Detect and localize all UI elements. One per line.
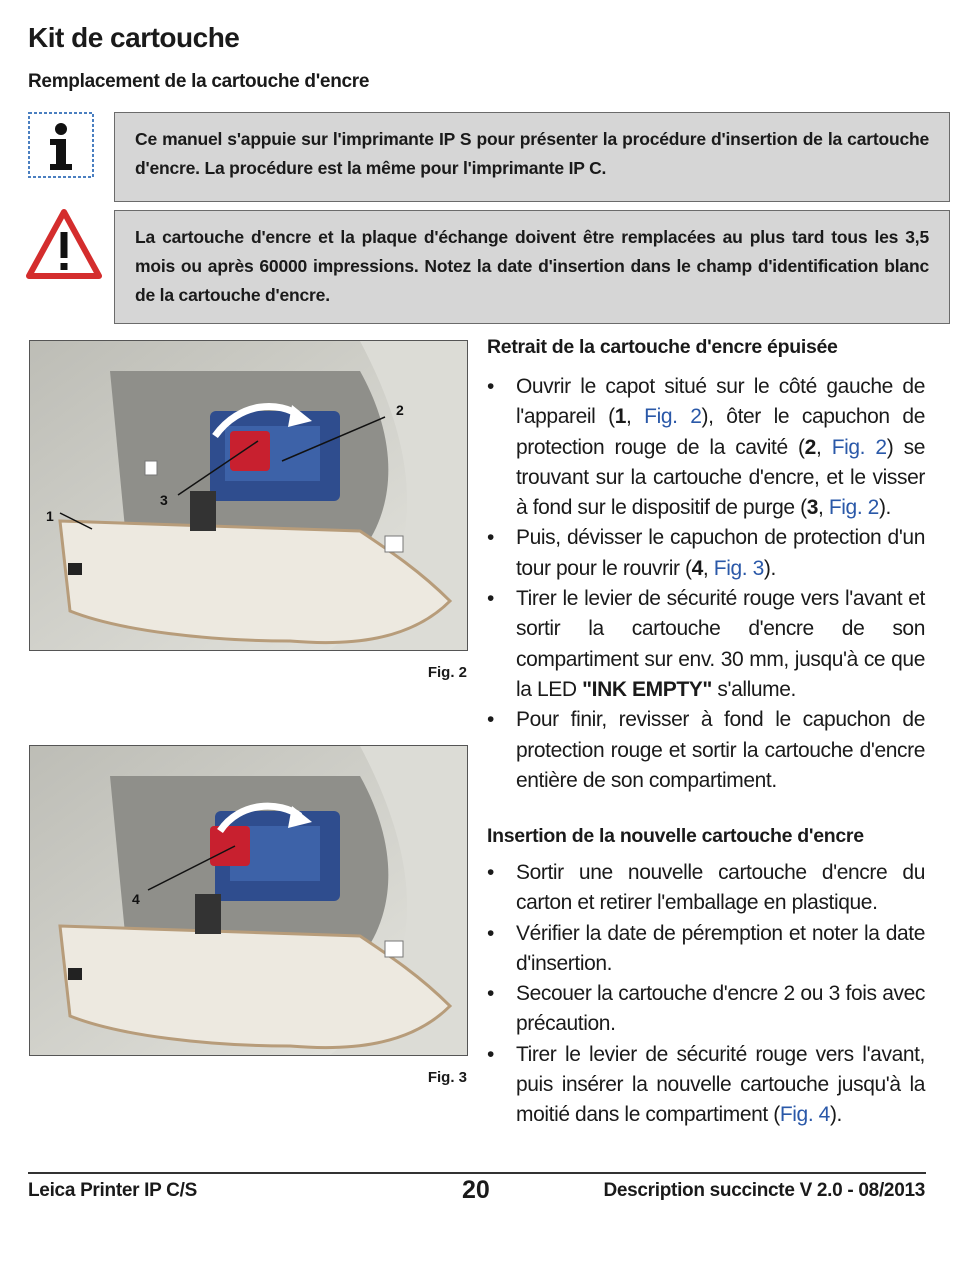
info-icon (28, 112, 94, 178)
info-note: Ce manuel s'appuie sur l'imprimante IP S pour présenter la procédure d'insertion de la cartouche d'encre. La procédure est la même pour l'imprimante IP C. (114, 112, 950, 202)
fig-link[interactable]: Fig. 4 (779, 1103, 830, 1127)
page-number: 20 (462, 1176, 490, 1204)
fig-link[interactable]: Fig. 2 (644, 405, 702, 429)
removal-heading: Retrait de la cartouche d'encre épuisée (487, 336, 838, 358)
insertion-heading: Insertion de la nouvelle cartouche d'encre (487, 825, 864, 847)
callout-2: 2 (396, 402, 404, 418)
page-title: Kit de cartouche (28, 22, 240, 53)
footer-doc-version: Description succincte V 2.0 - 08/2013 (603, 1180, 925, 1201)
list-item: • Secouer la cartouche d'encre 2 ou 3 fois avec précaution. (487, 979, 925, 1040)
insertion-list (487, 858, 925, 1131)
callout-4: 4 (132, 891, 140, 907)
footer-product: Leica Printer IP C/S (28, 1180, 197, 1201)
fig-link[interactable]: Fig. 3 (713, 556, 764, 580)
footer-divider (28, 1172, 926, 1174)
list-item: • Tirer le levier de sécurité rouge vers l'avant, puis insérer la nouvelle cartouche jusqu'à la moitié dans le compartiment (Fig. 4). (487, 1040, 925, 1131)
warning-icon (26, 208, 102, 280)
fig-link[interactable]: Fig. 2 (828, 496, 879, 520)
removal-list (487, 372, 925, 796)
fig2-caption: Fig. 2 (427, 664, 467, 681)
list-item: • Sortir une nouvelle cartouche d'encre du carton et retirer l'emballage en plastique. (487, 858, 925, 919)
fig3-caption: Fig. 3 (427, 1069, 467, 1086)
callout-1: 1 (46, 508, 54, 524)
list-item: • Vérifier la date de péremption et noter la date d'insertion. (487, 919, 925, 980)
list-item: • Tirer le levier de sécurité rouge vers l'avant et sortir la cartouche d'encre de son compartiment sur env. 30 mm, jusqu'à ce que la LED "INK EMPTY" s'allume. (487, 584, 925, 705)
photo-fig3 (29, 745, 468, 1056)
list-item: • Pour finir, revisser à fond le capuchon de protection rouge et sortir la cartouche d'encre entière de son compartiment. (487, 705, 925, 796)
warning-note: La cartouche d'encre et la plaque d'échange doivent être remplacées au plus tard tous les 3,5 mois ou après 60000 impressions. Notez la date d'insertion dans le champ d'identification blanc de la cartouche d'encre. (114, 210, 950, 324)
callout-3: 3 (160, 492, 168, 508)
list-item: • Puis, dévisser le capuchon de protection d'un tour pour le rouvrir (4, Fig. 3). (487, 523, 925, 584)
fig-link[interactable]: Fig. 2 (831, 435, 887, 459)
photo-fig2 (29, 340, 468, 651)
section-title: Remplacement de la cartouche d'encre (28, 71, 370, 92)
list-item: • Ouvrir le capot situé sur le côté gauche de l'appareil (1, Fig. 2), ôter le capuchon de protection rouge de la cavité (2, Fig. 2) se trouvant sur la cartouche d'encre, et le visser à fond sur le dispositif de purge (3, Fig. 2). (487, 372, 925, 523)
